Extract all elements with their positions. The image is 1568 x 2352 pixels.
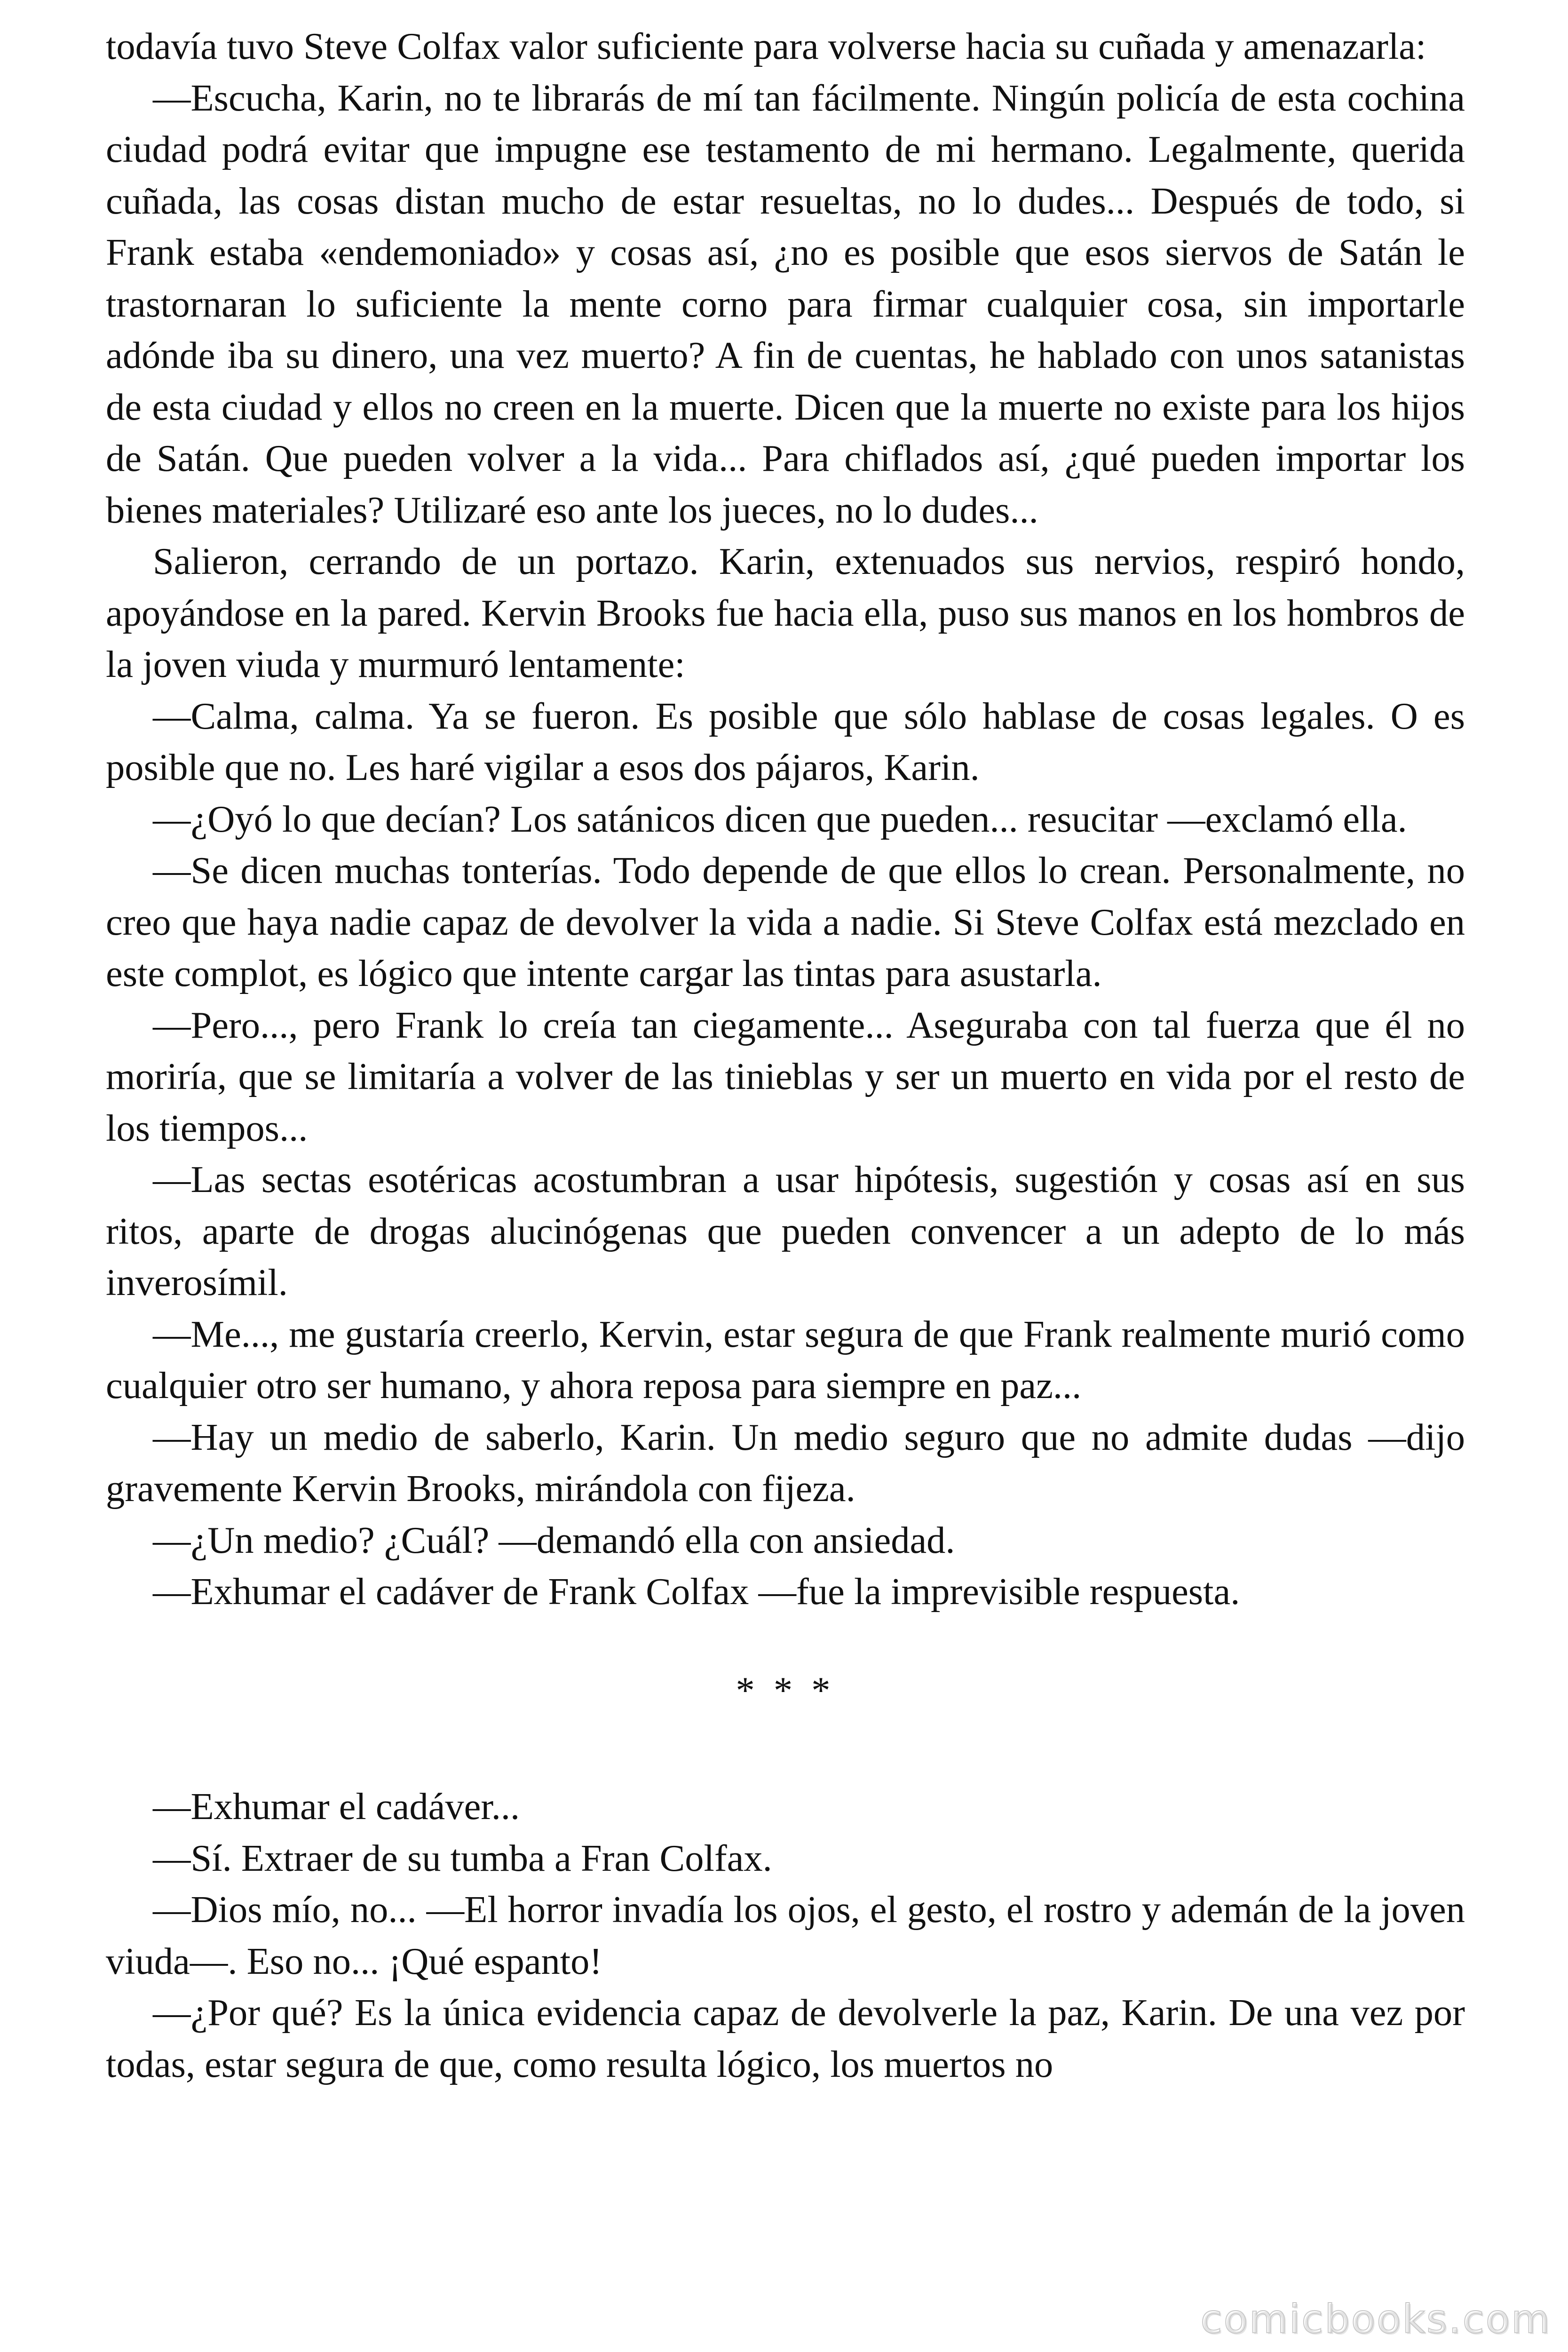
paragraph: —Calma, calma. Ya se fueron. Es posible que sólo hablase de cosas legales. O es posible que no. Les haré vigilar a esos dos pájaros, Karin.	[106, 695, 1465, 788]
page-body	[106, 21, 1465, 2090]
paragraph: —Dios mío, no... —El horror invadía los ojos, el gesto, el rostro y ademán de la joven viuda—. Eso no... ¡Qué espanto!	[106, 1889, 1465, 1982]
paragraph: —Las sectas esotéricas acostumbran a usar hipótesis, sugestión y cosas así en sus ritos, aparte de drogas alucinógenas que pueden convencer a un adepto de lo más inverosímil.	[106, 1159, 1465, 1303]
paragraph: —Sí. Extraer de su tumba a Fran Colfax.	[153, 1837, 772, 1879]
paragraph: —Se dicen muchas tonterías. Todo depende de que ellos lo crean. Personalmente, no creo que haya nadie capaz de devolver la vida a nadie. Si Steve Colfax está mezclado en este complot, es lógico que intente cargar las tintas para asustarla.	[106, 850, 1465, 994]
paragraph: —¿Por qué? Es la única evidencia capaz de devolverle la paz, Karin. De una vez por todas, estar segura de que, como resulta lógico, los muertos no	[106, 1992, 1465, 2085]
paragraph: —¿Oyó lo que decían? Los satánicos dicen que pueden... resucitar —exclamó ella.	[153, 798, 1407, 840]
paragraph: —Exhumar el cadáver de Frank Colfax —fue la imprevisible respuesta.	[153, 1571, 1240, 1613]
watermark: comicbooks.com	[1200, 2296, 1551, 2342]
paragraph: —Me..., me gustaría creerlo, Kervin, estar segura de que Frank realmente murió como cualquier otro ser humano, y ahora reposa para siempre en paz...	[106, 1313, 1465, 1406]
section-separator: * * *	[736, 1669, 835, 1711]
paragraph: —Exhumar el cadáver...	[153, 1786, 520, 1828]
paragraph: todavía tuvo Steve Colfax valor suficiente para volverse hacia su cuñada y amenazarla:	[106, 25, 1426, 67]
paragraph: Salieron, cerrando de un portazo. Karin, extenuados sus nervios, respiró hondo, apoyándose en la pared. Kervin Brooks fue hacia ella, puso sus manos en los hombros de la joven viuda y murmuró lentamente:	[106, 540, 1465, 685]
paragraph: —Pero..., pero Frank lo creía tan ciegamente... Aseguraba con tal fuerza que él no moriría, que se limitaría a volver de las tinieblas y ser un muerto en vida por el resto de los tiempos...	[106, 1004, 1465, 1149]
paragraph: —Hay un medio de saberlo, Karin. Un medio seguro que no admite dudas —dijo gravemente Kervin Brooks, mirándola con fijeza.	[106, 1416, 1465, 1510]
paragraph: —¿Un medio? ¿Cuál? —demandó ella con ansiedad.	[153, 1519, 955, 1561]
paragraph: —Escucha, Karin, no te librarás de mí tan fácilmente. Ningún policía de esta cochina ciudad podrá evitar que impugne ese testamento de mi hermano. Legalmente, querida cuñada, las cosas distan mucho de estar resueltas, no lo dudes... Después de todo, si Frank estaba «endemoniado» y cosas así, ¿no es posible que esos siervos de Satán le trastornaran lo suficiente la mente corno para firmar cualquier cosa, sin importarle adónde iba su dinero, una vez muerto? A fin de cuentas, he hablado con unos satanistas de esta ciudad y ellos no creen en la muerte. Dicen que la muerte no existe para los hijos de Satán. Que pueden volver a la vida... Para chiflados así, ¿qué pueden importar los bienes materiales? Utilizaré eso ante los jueces, no lo dudes...	[106, 77, 1465, 531]
